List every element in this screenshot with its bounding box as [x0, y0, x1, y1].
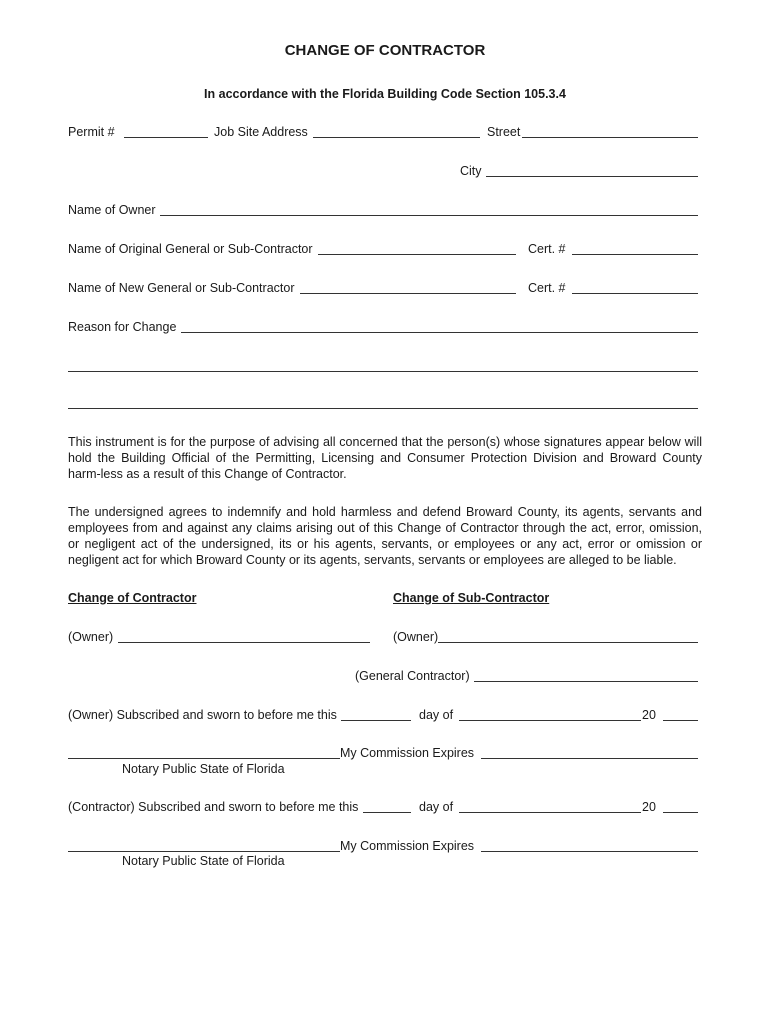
reason-field-1[interactable]: [181, 332, 698, 333]
owner-signature-left[interactable]: [118, 642, 370, 643]
new-contractor-label: Name of New General or Sub-Contractor: [68, 281, 295, 295]
owner-name-field[interactable]: [160, 215, 698, 216]
original-contractor-label: Name of Original General or Sub-Contractor: [68, 242, 313, 256]
commission-label-1: My Commission Expires: [340, 746, 475, 760]
commission-label-2: My Commission Expires: [340, 839, 475, 853]
commission-field-1[interactable]: [481, 758, 698, 759]
general-contractor-signature[interactable]: [474, 681, 698, 682]
general-contractor-label: (General Contractor): [355, 669, 470, 683]
form-title: CHANGE OF CONTRACTOR: [284, 42, 486, 59]
contractor-day-of-label: day of: [419, 800, 454, 814]
reason-label: Reason for Change: [68, 320, 177, 334]
notary-label-2: Notary Public State of Florida: [122, 854, 285, 868]
original-cert-field[interactable]: [572, 254, 698, 255]
owner-year-prefix: 20: [642, 708, 656, 722]
reason-field-3[interactable]: [68, 408, 698, 409]
notary-signature-2[interactable]: [68, 851, 340, 852]
permit-field[interactable]: [124, 137, 208, 138]
notary-signature-1[interactable]: [68, 758, 340, 759]
contractor-sworn-label: (Contractor) Subscribed and sworn to before me this: [68, 800, 359, 814]
reason-field-2[interactable]: [68, 371, 698, 372]
change-sub-heading: Change of Sub-Contractor: [393, 591, 550, 605]
purpose-paragraph: This instrument is for the purpose of advising all concerned that the person(s) whose signatures appear below will hold the Building Official of the Permitting, Licensing and Consumer Protection Division and Broward County harm-less as a result of this Change of Contractor.: [68, 435, 702, 481]
owner-sworn-label: (Owner) Subscribed and sworn to before me this: [68, 708, 337, 722]
form-subtitle: In accordance with the Florida Building Code Section 105.3.4: [204, 87, 566, 101]
new-cert-label: Cert. #: [528, 281, 566, 295]
owner-label-right: (Owner): [393, 630, 439, 644]
street-label: Street: [487, 125, 521, 139]
job-site-label: Job Site Address: [214, 125, 308, 139]
new-cert-field[interactable]: [572, 293, 698, 294]
indemnify-paragraph: The undersigned agrees to indemnify and hold harmless and defend Broward County, its agents, servants and employees from and against any claims arising out of this Change of Contractor through the act, error, omission, or negligent act of the undersigned, its or his agents, servants, or employees or any act, error or omission or negligent act for which Broward County or its agents, servants, servants or employees are alleged to be liable.: [68, 505, 702, 567]
original-cert-label: Cert. #: [528, 242, 566, 256]
contractor-year-field[interactable]: [663, 812, 698, 813]
commission-field-2[interactable]: [481, 851, 698, 852]
change-contractor-heading: Change of Contractor: [68, 591, 197, 605]
owner-month-field[interactable]: [459, 720, 641, 721]
permit-label: Permit #: [68, 125, 115, 139]
contractor-month-field[interactable]: [459, 812, 641, 813]
owner-sworn-day-field[interactable]: [341, 720, 411, 721]
owner-name-label: Name of Owner: [68, 203, 156, 217]
job-site-field[interactable]: [313, 137, 480, 138]
owner-label-left: (Owner): [68, 630, 114, 644]
owner-year-field[interactable]: [663, 720, 698, 721]
contractor-year-prefix: 20: [642, 800, 656, 814]
city-field[interactable]: [486, 176, 698, 177]
owner-signature-right[interactable]: [438, 642, 698, 643]
street-field[interactable]: [522, 137, 698, 138]
original-contractor-field[interactable]: [318, 254, 516, 255]
owner-day-of-label: day of: [419, 708, 454, 722]
new-contractor-field[interactable]: [300, 293, 516, 294]
notary-label-1: Notary Public State of Florida: [122, 762, 285, 776]
city-label: City: [460, 164, 482, 178]
contractor-sworn-day-field[interactable]: [363, 812, 411, 813]
